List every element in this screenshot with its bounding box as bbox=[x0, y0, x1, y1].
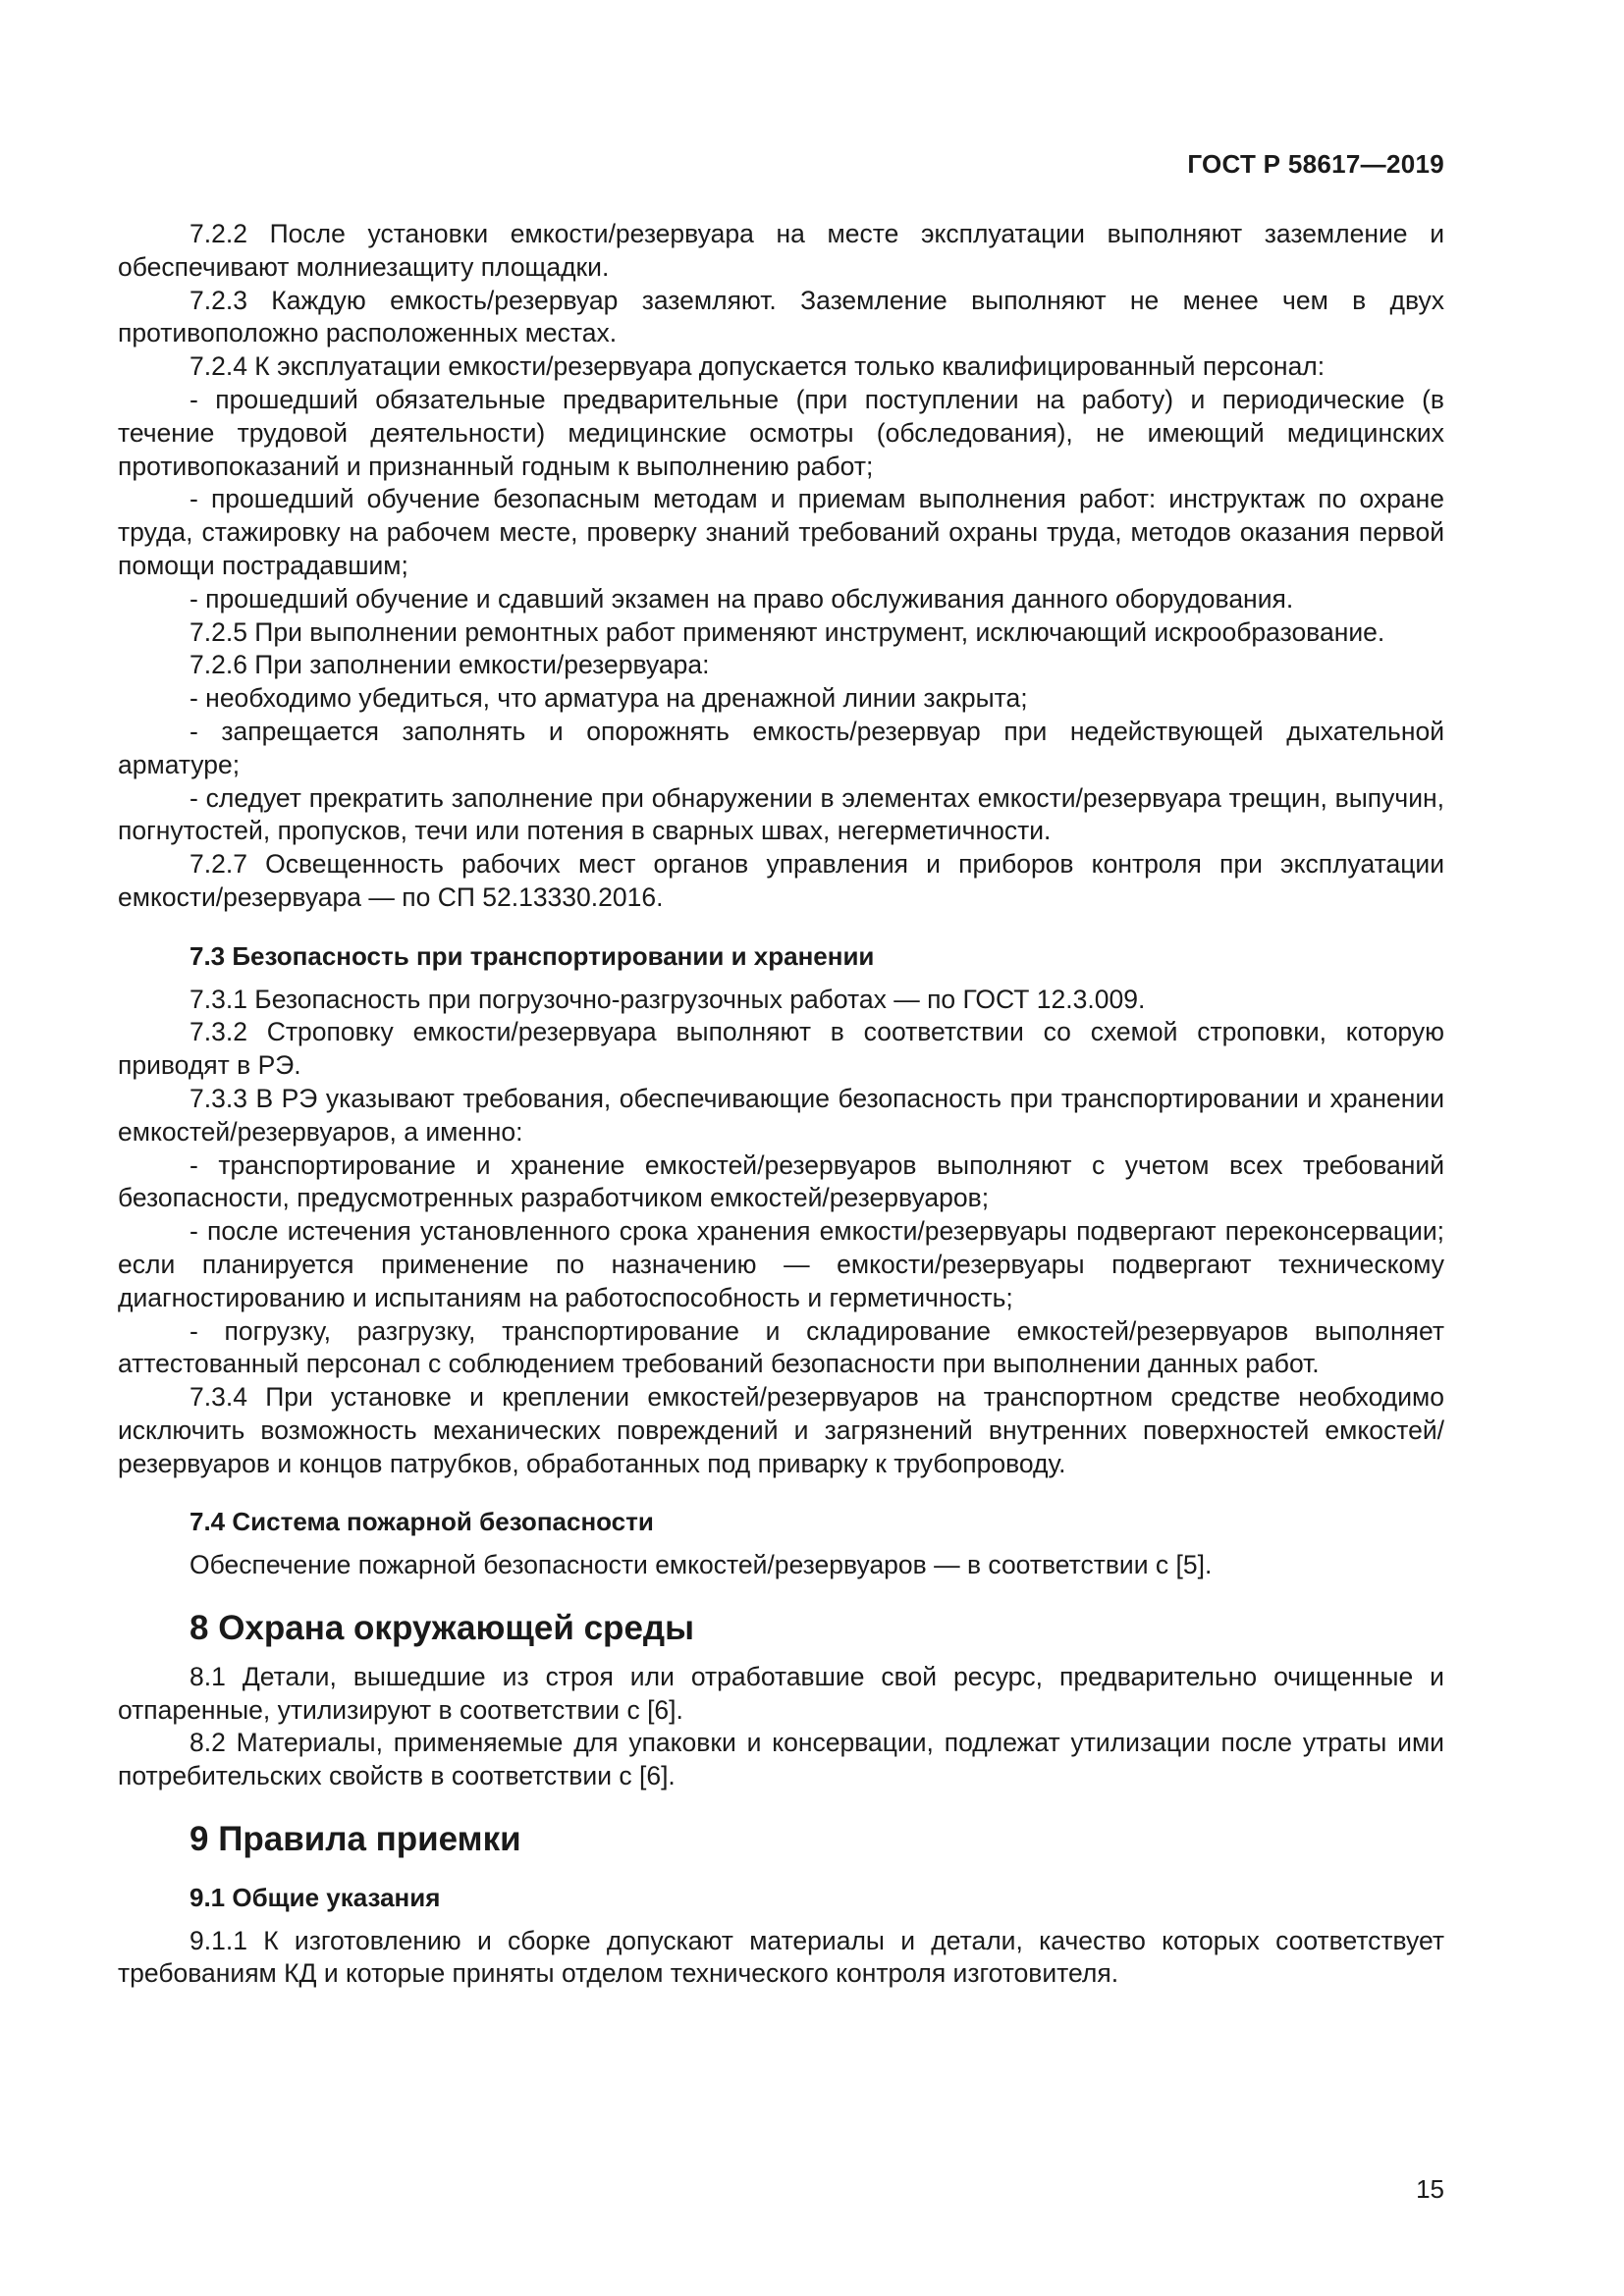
paragraph: 7.2.4 К эксплуатации емкости/резервуара допускается только квалифицированный персонал: bbox=[189, 351, 1326, 382]
document-body bbox=[118, 218, 1444, 1991]
paragraph: - запрещается заполнять и опорожнять емкость/резервуар при недействующей дыхательной арматуре; bbox=[118, 716, 1444, 779]
paragraph: 7.2.5 При выполнении ремонтных работ применяют инструмент, исключающий искрообразование. bbox=[189, 616, 1385, 647]
subsection-heading: 9.1 Общие указания bbox=[189, 1882, 441, 1912]
document-header: ГОСТ Р 58617—2019 bbox=[1187, 149, 1444, 179]
paragraph: - прошедший обучение безопасным методам и приемам выполнения работ: инструктаж по охране труда, стажировку на рабочем месте, проверку знаний требований охраны труда, методов оказания первой помощи пострадавшим; bbox=[118, 484, 1444, 580]
paragraph: 7.3.3 В РЭ указывают требования, обеспечивающие безопасность при транспортировании и хранении емкостей/резервуаров, а именно: bbox=[118, 1083, 1444, 1147]
section-heading: 9 Правила приемки bbox=[189, 1820, 521, 1859]
paragraph: - транспортирование и хранение емкостей/резервуаров выполняют с учетом всех требований безопасности, предусмотренных разработчиком емкостей/резервуаров; bbox=[118, 1149, 1444, 1213]
paragraph: 7.3.4 При установке и креплении емкостей/резервуаров на транспортном средстве необходимо исключить возможность механических повреждений и загрязнений внутренних поверхностей емкостей/резервуаров и концов патрубков, обработанных под приварку к трубопроводу. bbox=[118, 1382, 1444, 1478]
paragraph: 7.3.1 Безопасность при погрузочно-разгрузочных работах — по ГОСТ 12.3.009. bbox=[189, 984, 1146, 1014]
paragraph: 8.2 Материалы, применяемые для упаковки и консервации, подлежат утилизации после утраты ими потребительских свойств в соответствии с [6]. bbox=[118, 1728, 1444, 1791]
section-heading: 8 Охрана окружающей среды bbox=[189, 1609, 695, 1648]
subsection-heading: 7.3 Безопасность при транспортировании и хранении bbox=[189, 940, 875, 971]
paragraph: - после истечения установленного срока хранения емкости/резервуары подвергают переконсервации; если планируется применение по назначению — емкости/резервуары подвергают техническому диагностированию и испытаниям на работоспособность и герметичность; bbox=[118, 1216, 1444, 1312]
paragraph: 9.1.1 К изготовлению и сборке допускают материалы и детали, качество которых соответствует требованиям КД и которые приняты отделом технического контроля изготовителя. bbox=[118, 1925, 1444, 1989]
paragraph: - следует прекратить заполнение при обнаружении в элементах емкости/резервуара трещин, выпучин, погнутостей, пропусков, течи или потения в сварных швах, негерметичности. bbox=[118, 782, 1444, 846]
paragraph: - необходимо убедиться, что арматура на дренажной линии закрыта; bbox=[189, 683, 1028, 714]
paragraph: 7.2.6 При заполнении емкости/резервуара: bbox=[189, 650, 710, 680]
paragraph: Обеспечение пожарной безопасности емкостей/резервуаров — в соответствии с [5]. bbox=[189, 1550, 1213, 1580]
paragraph: 7.3.2 Строповку емкости/резервуара выполняют в соответствии со схемой строповки, которую приводят в РЭ. bbox=[118, 1017, 1444, 1081]
page-number: 15 bbox=[1416, 2174, 1444, 2204]
paragraph: 7.2.2 После установки емкости/резервуара на месте эксплуатации выполняют заземление и обеспечивают молниезащиту площадки. bbox=[118, 219, 1444, 282]
paragraph: 7.2.3 Каждую емкость/резервуар заземляют. Заземление выполняют не менее чем в двух противоположно расположенных местах. bbox=[118, 285, 1444, 348]
paragraph: 7.2.7 Освещенность рабочих мест органов управления и приборов контроля при эксплуатации емкости/резервуара — по СП 52.13330.2016. bbox=[118, 849, 1444, 912]
subsection-heading: 7.4 Система пожарной безопасности bbox=[189, 1507, 654, 1537]
paragraph: 8.1 Детали, вышедшие из строя или отработавшие свой ресурс, предварительно очищенные и отпаренные, утилизируют в соответствии с [6]. bbox=[118, 1661, 1444, 1725]
paragraph: - прошедший обязательные предварительные (при поступлении на работу) и периодические (в течение трудовой деятельности) медицинские осмотры (обследования), не имеющий медицинских противопоказаний и признанный годным к выполнению работ; bbox=[118, 384, 1444, 481]
paragraph: - прошедший обучение и сдавший экзамен на право обслуживания данного оборудования. bbox=[189, 583, 1294, 614]
paragraph: - погрузку, разгрузку, транспортирование и складирование емкостей/резервуаров выполняет аттестованный персонал с соблюдением требований безопасности при выполнении данных работ. bbox=[118, 1315, 1444, 1379]
